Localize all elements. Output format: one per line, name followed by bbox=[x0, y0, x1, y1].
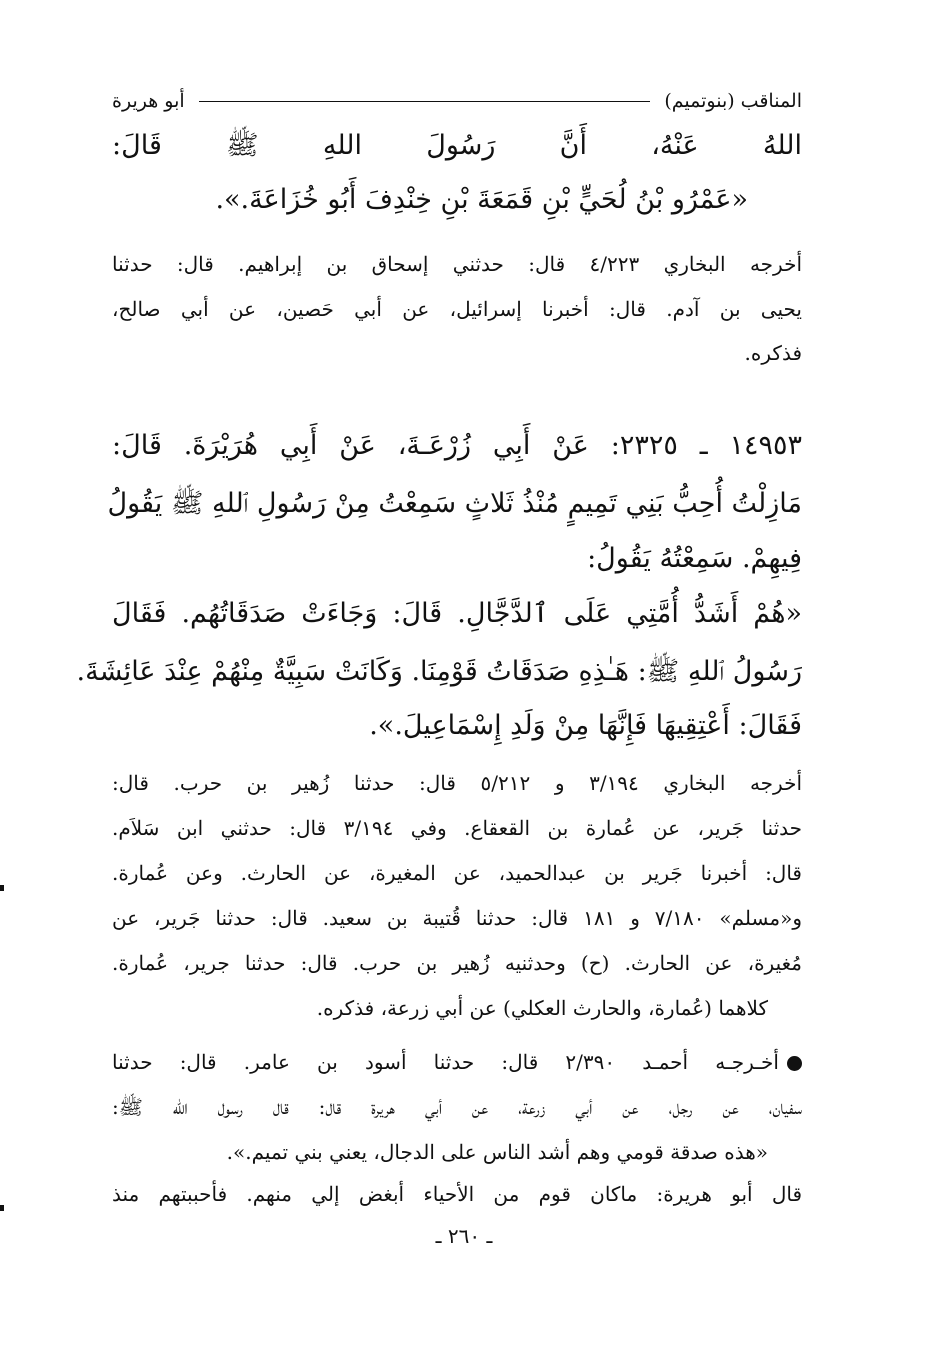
scan-mark bbox=[0, 885, 4, 891]
text-line: أخرجه البخاري ٤/٢٢٣ قال: حدثني إسحاق بن إبراهيم. قال: حدثنا bbox=[112, 252, 802, 276]
scan-mark bbox=[0, 1205, 4, 1211]
text-line: يحيى بن آدم. قال: أخبرنا إسرائيل، عن أبي حَصين، عن أبي صالح، bbox=[112, 297, 802, 321]
text-line: سفيان، عن رجل، عن أبي زرعة، عن أبي هريرة قال: قال رسول الله ﷺ: bbox=[112, 1095, 802, 1119]
text-line: حدثنا جَرير، عن عُمارة بن القعقاع. وفي ٣/١٩٤ قال: حدثني ابن سَلاَم. bbox=[112, 816, 803, 840]
text-line: اللهُ عَنْهُ، أَنَّ رَسُولَ اللهِ ﷺ قَالَ: bbox=[112, 130, 802, 161]
header-section-title: أبو هريرة bbox=[112, 90, 185, 112]
page-number: ـ ٢٦٠ ـ bbox=[435, 1224, 493, 1248]
text-line: مَازِلْتُ أُحِبُّ بَنِي تَمِيمٍ مُنْذُ ثَلاثٍ سَمِعْتُ مِنْ رَسُولِ ٱللهِ ﷺ يَقُولُ bbox=[107, 488, 802, 519]
text-line: كلاهما (عُمارة، والحارث العكلي) عن أبي زرعة، فذكره. bbox=[316, 996, 768, 1020]
text-line: فِيهِمْ. سَمِعْتُهُ يَقُولُ: bbox=[587, 543, 802, 574]
text-line: مُغيرة، عن الحارث. (ح) وحدثنيه زُهير بن حرب. قال: حدثنا جرير، عُمارة. bbox=[112, 951, 802, 975]
hadith-number-line: ١٤٩٥٣ ـ ٢٣٢٥: عَنْ أَبِي زُرْعَـةَ، عَنْ أَبِي هُرَيْرَةَ. قَالَ: bbox=[112, 430, 802, 461]
text-span: أخـرجـه أحمـد ٢/٣٩٠ قال: حدثنا أسود بن عامر. قال: حدثنا bbox=[112, 1050, 779, 1074]
text-line bbox=[112, 1050, 802, 1074]
text-line: و«مسلم» ٧/١٨٠ و ١٨١ قال: حدثنا قُتيبة بن سعيد. قال: حدثنا جَرير، عن bbox=[112, 906, 802, 930]
text-line: «هذه صدقة قومي وهم أشد الناس على الدجال، يعني بني تميم.». bbox=[226, 1140, 768, 1164]
text-line: قال أبو هريرة: ماكان قوم من الأحياء أبغض إلي منهم. فأحببتهم منذ bbox=[112, 1182, 803, 1206]
bullet-icon bbox=[787, 1056, 802, 1071]
text-line: رَسُولُ ٱللهِ ﷺ: هَـٰذِهِ صَدَقَاتُ قَوْمِنَا. وَكَانَتْ سَبِيَّةٌ مِنْهُمْ عِنْدَ عَائِشَةَ. bbox=[76, 656, 802, 687]
text-line: «هُمْ أَشَدُّ أُمَّتِي عَلَى ٱلدَّجَّالِ. قَالَ: وَجَاءَتْ صَدَقَاتُهُم. فَقَالَ bbox=[112, 598, 802, 629]
text-line: قال: أخبرنا جَرير بن عبدالحميد، عن المغيرة، عن الحارث. وعن عُمارة. bbox=[112, 861, 802, 885]
header-chapter-title: المناقب (بنوتميم) bbox=[664, 90, 802, 112]
text-line: «عَمْرُو بْنُ لُحَيٍّ بْنِ قَمَعَةَ بْنِ خِنْدِفَ أَبُو خُزَاعَةَ.». bbox=[215, 184, 748, 215]
text-line: فَقَالَ: أَعْتِقِيهَا فَإِنَّهَا مِنْ وَلَدِ إِسْمَاعِيلَ.». bbox=[369, 710, 802, 741]
header-rule bbox=[199, 101, 651, 102]
text-line: أخرجه البخاري ٣/١٩٤ و ٥/٢١٢ قال: حدثنا زُهير بن حرب. قال: bbox=[112, 771, 802, 795]
text-line: فذكره. bbox=[744, 341, 802, 365]
running-header bbox=[112, 86, 802, 116]
